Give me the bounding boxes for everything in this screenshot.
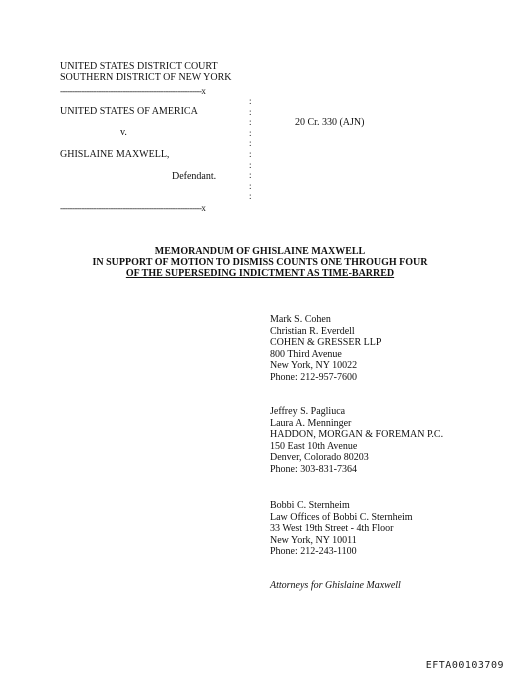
- counsel-line: Mark S. Cohen: [270, 314, 331, 325]
- counsel-line: 33 West 19th Street - 4th Floor: [270, 523, 394, 535]
- counsel-line: COHEN & GRESSER LLP: [270, 337, 382, 349]
- caption-defendant-role: Defendant.: [172, 171, 217, 182]
- counsel-line: 150 East 10th Avenue: [270, 440, 358, 452]
- counsel-line: 800 Third Avenue: [270, 348, 342, 360]
- counsel-block-haddon-morgan: [270, 406, 443, 476]
- counsel-line: HADDON, MORGAN & FOREMAN P.C.: [270, 429, 444, 441]
- counsel-line: Phone: 212-957-7600: [270, 371, 357, 383]
- document-title-line-3: OF THE SUPERSEDING INDICTMENT AS TIME-BARRED: [125, 268, 395, 279]
- counsel-line: Bobbi C. Sternheim: [270, 500, 350, 511]
- case-number: 20 Cr. 330 (AJN): [295, 117, 365, 128]
- attorneys-for-line: Attorneys for Ghislaine Maxwell: [270, 580, 401, 591]
- bates-stamp: EFTA00103709: [425, 660, 504, 671]
- caption-versus: v.: [120, 127, 127, 138]
- caption-top-rule: -----------------------------------------------------------x: [60, 86, 206, 96]
- counsel-line: Christian R. Everdell: [270, 325, 355, 337]
- counsel-line: Phone: 303-831-7364: [270, 463, 357, 475]
- counsel-line: Laura A. Menninger: [270, 417, 352, 429]
- document-title-line-1: MEMORANDUM OF GHISLAINE MAXWELL: [154, 246, 366, 257]
- counsel-block-cohen-gresser: [270, 314, 381, 384]
- caption-plaintiff: UNITED STATES OF AMERICA: [60, 106, 198, 117]
- counsel-line: New York, NY 10022: [270, 360, 358, 372]
- counsel-line: Jeffrey S. Pagliuca: [270, 406, 346, 417]
- caption-bottom-rule: -----------------------------------------------------------x: [60, 203, 206, 213]
- counsel-line: New York, NY 10011: [270, 534, 357, 546]
- caption-defendant: GHISLAINE MAXWELL,: [60, 149, 170, 160]
- court-name: UNITED STATES DISTRICT COURT: [60, 61, 218, 72]
- counsel-line: Phone: 212-243-1100: [270, 546, 357, 558]
- caption-colon-divider: : : : : : : : : : :: [249, 96, 252, 202]
- counsel-line: Denver, Colorado 80203: [270, 452, 369, 464]
- counsel-line: Law Offices of Bobbi C. Sternheim: [270, 511, 413, 523]
- document-title-line-2: IN SUPPORT OF MOTION TO DISMISS COUNTS ONE THROUGH FOUR: [92, 257, 428, 268]
- counsel-block-sternheim: [270, 500, 413, 558]
- court-district: SOUTHERN DISTRICT OF NEW YORK: [60, 72, 232, 83]
